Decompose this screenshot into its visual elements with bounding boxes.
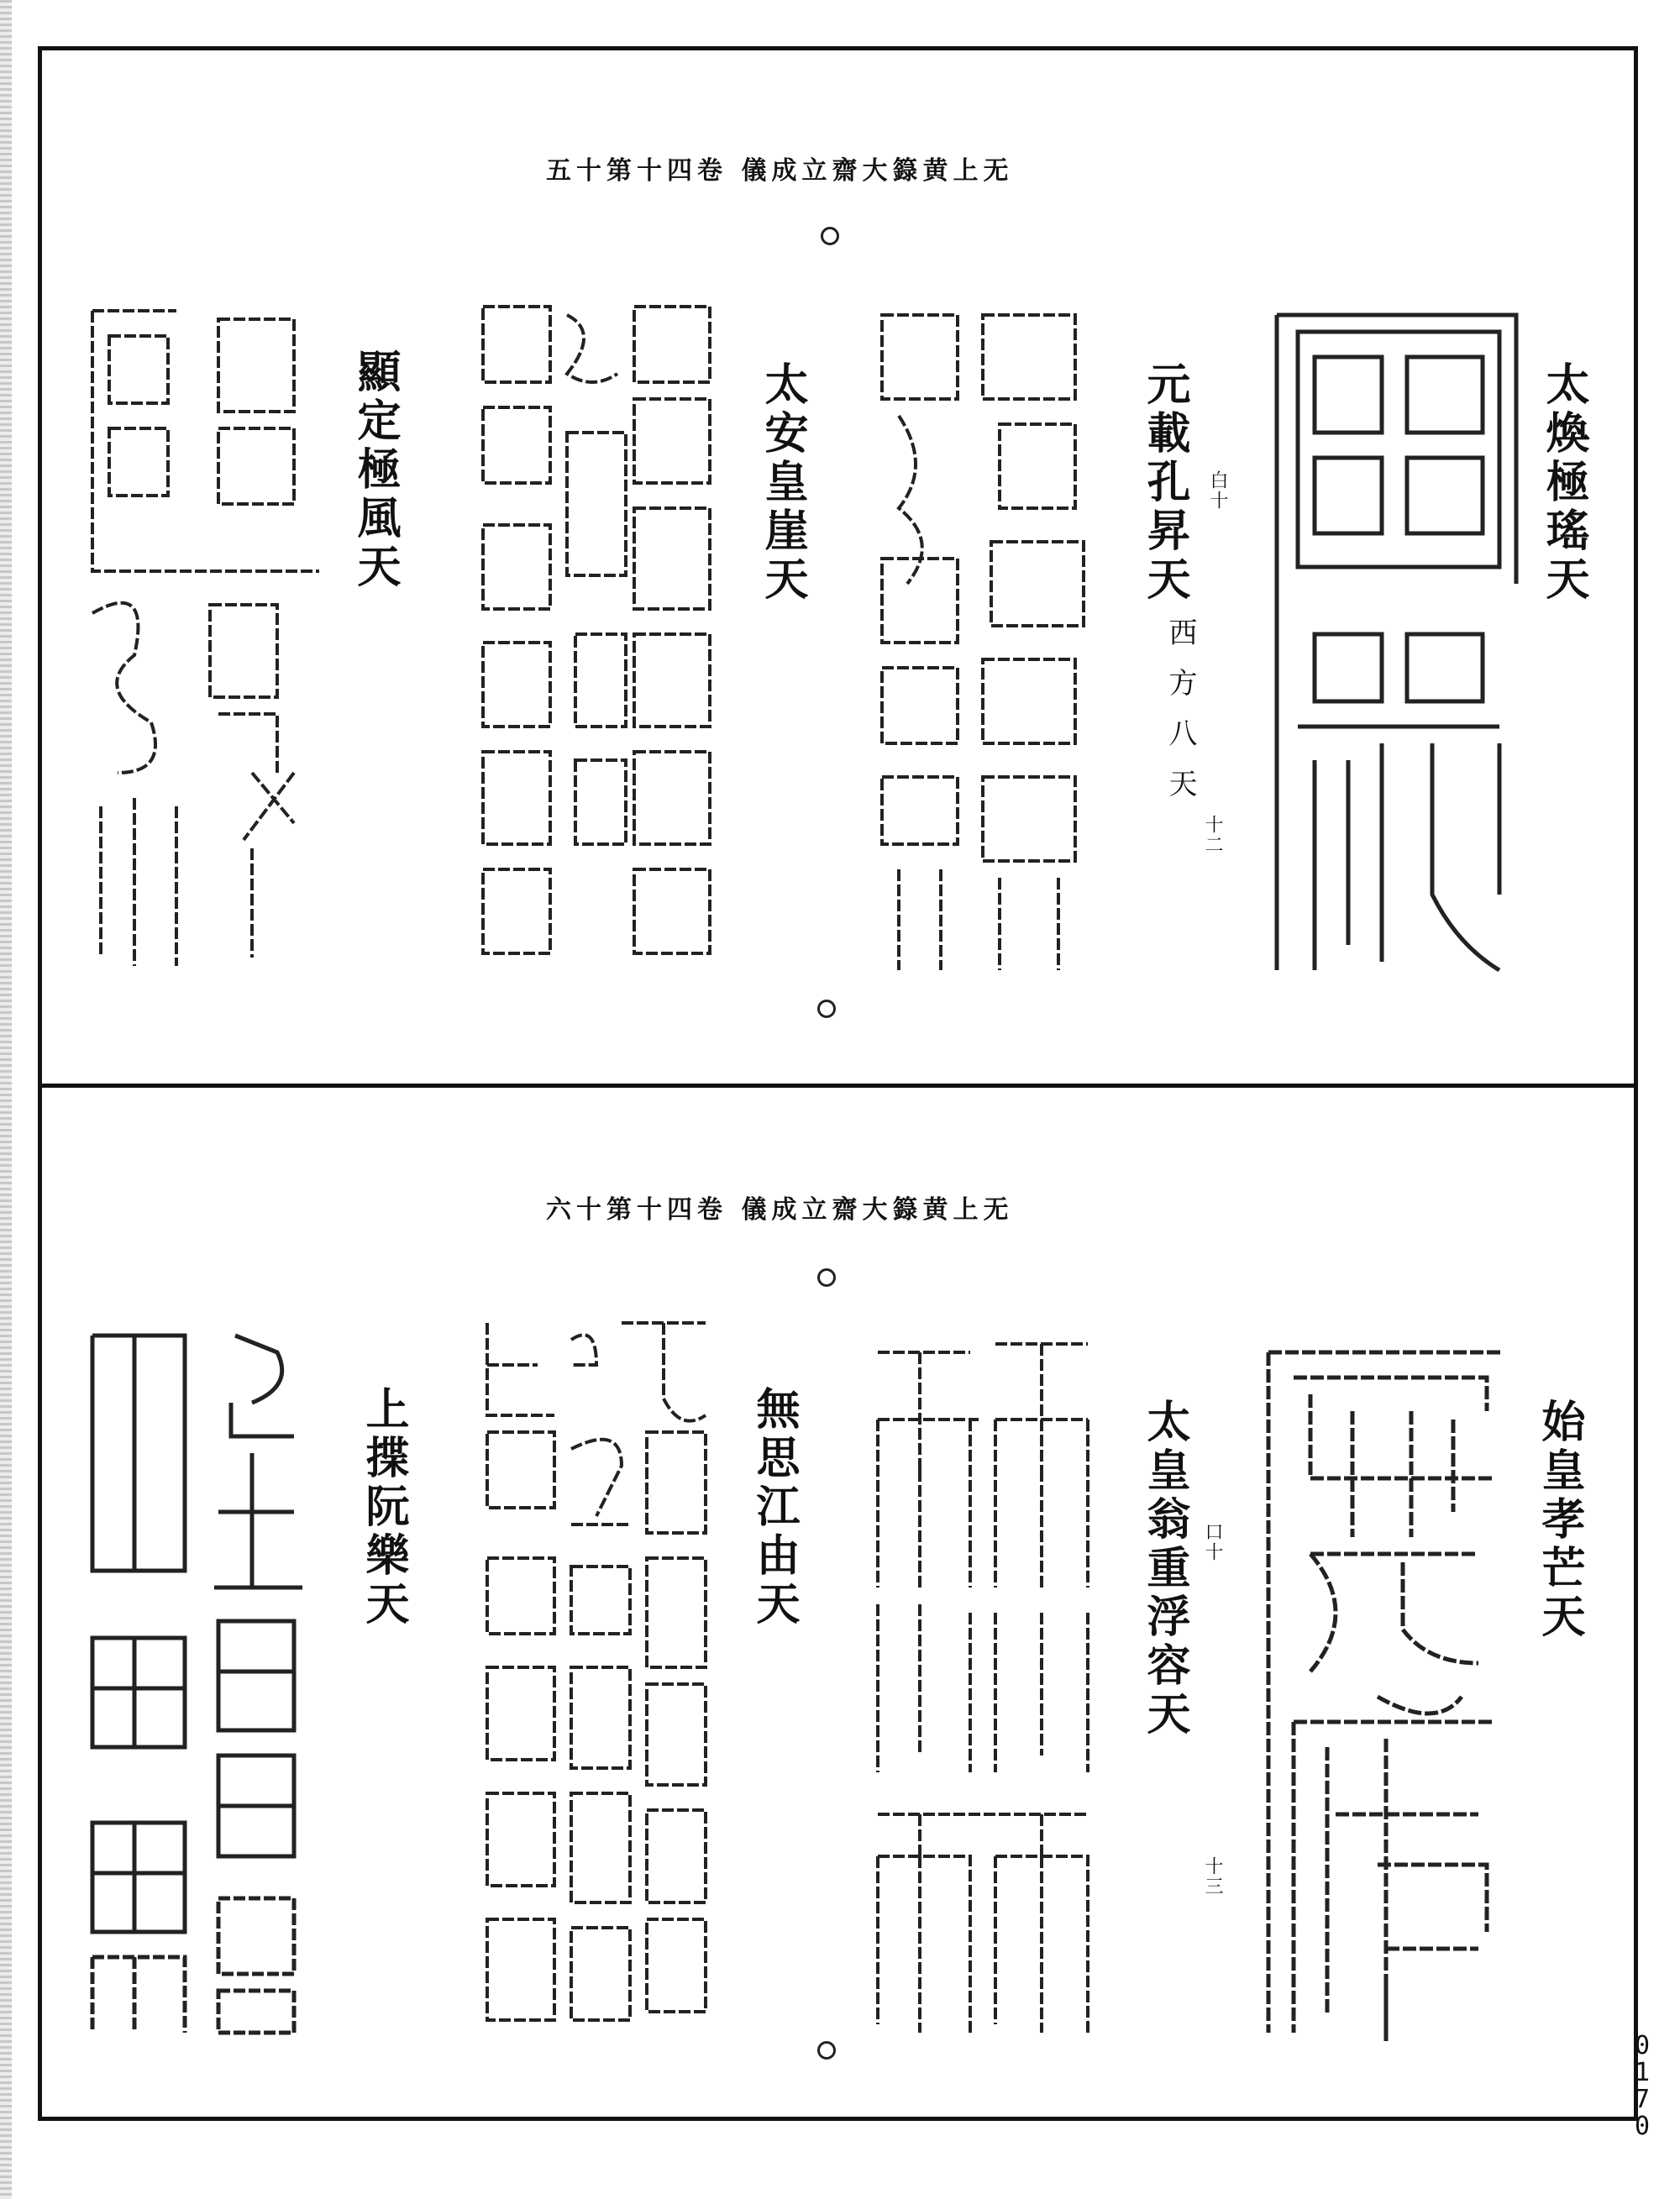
upper-bottom-circle bbox=[817, 1000, 836, 1018]
heaven-name-2: 元載孔昇天 bbox=[1139, 361, 1190, 605]
seal-glyph-column-7 bbox=[479, 1315, 714, 2037]
heaven-name-3: 太安皇崖天 bbox=[757, 361, 808, 605]
lower-note-2: 十三 bbox=[1202, 1856, 1223, 1897]
heaven-name-6: 太皇翁重浮容天 bbox=[1139, 1399, 1190, 1740]
seal-glyph-column-4 bbox=[84, 302, 328, 966]
seal-glyph-column-1 bbox=[1264, 307, 1533, 979]
upper-top-circle bbox=[821, 227, 839, 245]
upper-header: 无上黄籙大齋立成儀 卷四十第十五 bbox=[546, 156, 1014, 186]
page-number: 0 1 7 0 bbox=[1634, 2031, 1651, 2141]
seal-glyph-column-6 bbox=[869, 1336, 1096, 2041]
seal-glyph-column-3 bbox=[475, 298, 718, 962]
heaven-name-4: 顯定極風天 bbox=[349, 349, 401, 592]
scan-edge bbox=[0, 0, 12, 2199]
lower-header: 无上黄籙大齋立成儀 卷四十第十六 bbox=[546, 1195, 1014, 1225]
heaven-name-1: 太煥極瑤天 bbox=[1538, 361, 1589, 605]
seal-glyph-column-5 bbox=[1260, 1344, 1512, 2041]
heaven-name-7: 無思江由天 bbox=[748, 1386, 800, 1630]
panel-divider bbox=[38, 1084, 1638, 1088]
upper-note-1: 白十 bbox=[1207, 470, 1228, 511]
heaven-name-8: 上揲阮樂天 bbox=[358, 1386, 409, 1630]
upper-note-3: 十二 bbox=[1202, 815, 1223, 855]
lower-bottom-circle bbox=[817, 2041, 836, 2060]
upper-note-2: 西方八天 bbox=[1163, 617, 1197, 819]
heaven-name-5: 始皇孝芒天 bbox=[1534, 1399, 1585, 1642]
seal-glyph-column-2 bbox=[874, 307, 1092, 979]
lower-top-circle bbox=[817, 1268, 836, 1287]
lower-note-1: 口十 bbox=[1202, 1522, 1223, 1562]
seal-glyph-column-8 bbox=[84, 1319, 319, 2041]
